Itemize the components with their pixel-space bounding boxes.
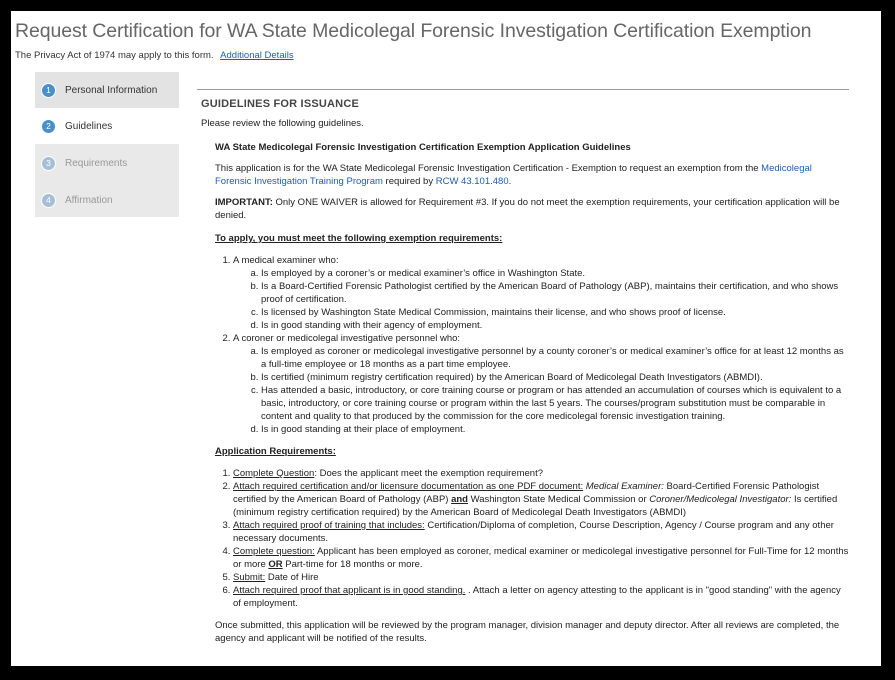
req-label: Attach required certification and/or licensure documentation as one PDF document: [233, 481, 584, 492]
exemption-requirements-list [215, 254, 849, 436]
guidelines-title: WA State Medicolegal Forensic Investigation Certification Exemption Application Guidelines [215, 142, 631, 153]
step-label: Requirements [65, 157, 128, 169]
list-item [233, 332, 849, 436]
step-label: Personal Information [65, 84, 158, 96]
req-text: Certification/Diploma of completion, Course Description, Agency / Course program and any other necessary documents. [233, 520, 834, 544]
req-label: Submit: [233, 572, 266, 583]
list-item: d. Is in good standing with their agency of employment. [261, 319, 849, 332]
step-label: Guidelines [65, 120, 113, 132]
req-label: Attach required proof of training that includes: [233, 520, 425, 531]
application-requirements-heading: Application Requirements: [215, 446, 336, 457]
req-emphasis: and [451, 494, 468, 505]
req-label: Attach required proof that applicant is in good standing. [233, 585, 466, 596]
intro-paragraph [215, 162, 849, 188]
req-italic: Coroner/Medicolegal Investigator: [649, 494, 792, 505]
req-text: Is certified (minimum registry certification required) by the American Board of Medicolegal Death Investigators (ABMDI) [233, 494, 838, 518]
list-item: d. Is in good standing at their place of employment. [261, 423, 849, 436]
step-number-badge: 3 [41, 156, 56, 171]
list-item: b. Is a Board-Certified Forensic Pathologist certified by the American Board of Pathology (ABP), maintains their certification, and who shows proof of certification. [261, 280, 849, 306]
sub-list [233, 267, 849, 332]
important-label: IMPORTANT: [215, 197, 273, 208]
list-item-text: A coroner or medicolegal investigative personnel who: [233, 333, 461, 344]
req-emphasis: OR [268, 559, 283, 570]
additional-details-link[interactable]: Additional Details [220, 50, 294, 61]
step-sidebar [35, 72, 179, 217]
req-text: Date of Hire [265, 572, 319, 583]
list-item: b. Is certified (minimum registry certification required) by the American Board of Medicolegal Death Investigators (ABMDI). [261, 371, 849, 384]
list-item [233, 480, 849, 519]
apply-heading: To apply, you must meet the following exemption requirements: [215, 233, 503, 244]
section-title: GUIDELINES FOR ISSUANCE [201, 98, 360, 110]
req-label: Complete Question [233, 468, 315, 479]
para-text: . [508, 176, 512, 187]
step-number-badge: 4 [41, 193, 56, 208]
list-item [233, 467, 849, 480]
guidelines-body [201, 141, 849, 645]
list-item [233, 545, 849, 571]
application-requirements-list [215, 467, 849, 610]
sidebar-step-personal-information[interactable] [35, 72, 179, 108]
guidelines-content [201, 89, 849, 645]
list-item [233, 519, 849, 545]
list-item-text: A medical examiner who: [233, 255, 339, 266]
list-item: a. Is employed by a coroner’s or medical examiner’s office in Washington State. [261, 267, 849, 280]
important-text: Only ONE WAIVER is allowed for Requirement #3. If you do not meet the exemption requirements, your certification application will be denied. [215, 197, 840, 221]
closing-paragraph: Once submitted, this application will be reviewed by the program manager, division manager and deputy director. After all reviews are completed, the agency and applicant will be notified of the results. [215, 620, 840, 644]
sidebar-step-guidelines[interactable] [35, 108, 179, 144]
step-number-badge: 2 [41, 119, 56, 134]
form-window [11, 11, 881, 666]
step-number-badge: 1 [41, 83, 56, 98]
sidebar-step-requirements[interactable] [35, 145, 179, 181]
para-text: required by [382, 176, 436, 187]
req-text: Part-time for 18 months or more. [282, 559, 423, 570]
req-italic: Medical Examiner: [583, 481, 664, 492]
para-text: This application is for the WA State Medicolegal Forensic Investigation Certification - Exemption to request an exemption from the [215, 163, 762, 174]
req-text: : Does the applicant meet the exemption requirement? [314, 468, 543, 479]
list-item [233, 584, 849, 610]
req-text: Washington State Medical Commission or [467, 494, 650, 505]
sidebar-step-affirmation[interactable] [35, 182, 179, 218]
list-item: a. Is employed as coroner or medicolegal investigative personnel by a county coroner’s or medical examiner’s office for at least 12 months as a full-time employee or 18 months as a part time employee. [261, 345, 849, 371]
step-label: Affirmation [65, 194, 113, 206]
req-text: . Attach a letter on agency attesting to the applicant is in "good standing" with the agency of employment. [233, 585, 841, 609]
privacy-notice [15, 50, 294, 61]
page-title: Request Certification for WA State Medicolegal Forensic Investigation Certification Exemption [15, 20, 812, 42]
req-text: Applicant has been employed as coroner, medical examiner or medicolegal investigative personnel for Full-Time for 12 months or more [233, 546, 849, 570]
rcw-link[interactable]: RCW 43.101.480 [435, 176, 509, 187]
sub-list [233, 345, 849, 436]
list-item: c. Is licensed by Washington State Medical Commission, maintains their license, and who shows proof of license. [261, 306, 849, 319]
intro-text: Please review the following guidelines. [201, 118, 364, 129]
important-notice [215, 196, 849, 222]
training-program-link[interactable]: Medicolegal Forensic Investigation Training Program [215, 163, 812, 187]
privacy-text: The Privacy Act of 1974 may apply to this form. [15, 50, 214, 61]
list-item [233, 571, 849, 584]
req-label: Complete question: [233, 546, 315, 557]
req-text: Board-Certified Forensic Pathologist certified by the American Board of Pathology (ABP) [233, 481, 820, 505]
divider [197, 89, 849, 90]
list-item: c. Has attended a basic, introductory, or core training course or program or has attended an accumulation of courses which is equivalent to a basic, introductory, or core training course or program within the last 5 years. The courses/program substitution must be comparable in content and quality to that produced by the commission for the core medicolegal forensic investigation training. [261, 384, 849, 423]
list-item [233, 254, 849, 332]
